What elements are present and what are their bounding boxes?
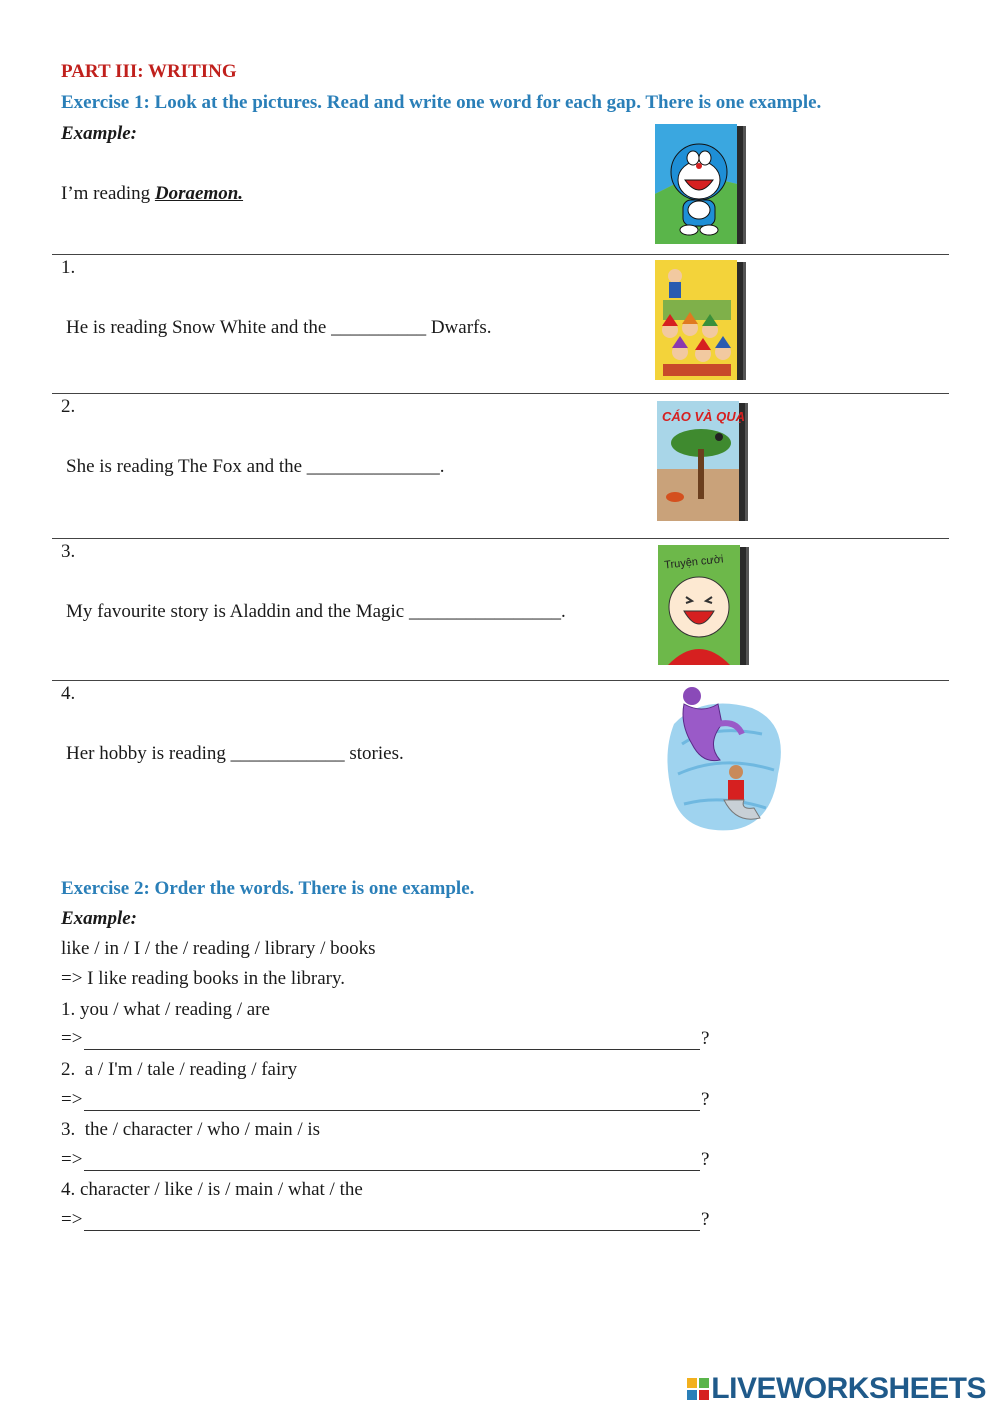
order-item-4-words: 4. character / like / is / main / what / the [61, 1179, 363, 1200]
order-item-1-words: 1. you / what / reading / are [61, 999, 270, 1020]
example-answer: Doraemon. [154, 183, 244, 204]
answer-arrow: => [61, 1089, 83, 1110]
divider [52, 254, 949, 255]
order-item-3-answer-line[interactable] [61, 1149, 711, 1173]
answer-blank [84, 1110, 700, 1111]
divider [52, 680, 949, 681]
question-mark: ? [701, 1089, 710, 1110]
item-2-number: 2. [61, 396, 76, 417]
doraemon-book-image [655, 124, 750, 246]
item-4-number: 4. [61, 683, 76, 704]
question-mark: ? [701, 1149, 710, 1170]
order-item-4-answer-line[interactable] [61, 1209, 711, 1233]
part-title: PART III: WRITING [61, 61, 237, 82]
fox-crow-cover-title: CÁO VÀ QUẠ [662, 409, 746, 424]
answer-blank [84, 1049, 700, 1050]
liveworksheets-logo-text: LIVEWORKSHEETS [711, 1372, 986, 1405]
question-mark: ? [701, 1209, 710, 1230]
exercise-2-example-words: like / in / I / the / reading / library / books [61, 938, 376, 959]
snow-white-book-image [655, 260, 750, 382]
item-2-sentence: She is reading The Fox and the ______________. [66, 456, 445, 477]
answer-blank [84, 1230, 700, 1231]
fox-and-crow-book-image [657, 401, 752, 523]
exercise-2-title: Exercise 2: Order the words. There is one example. [61, 878, 475, 899]
exercise-2-example-label: Example: [61, 908, 137, 929]
liveworksheets-logo[interactable] [687, 1372, 986, 1406]
answer-arrow: => [61, 1209, 83, 1230]
question-mark: ? [701, 1028, 710, 1049]
exercise-2-example-answer: => I like reading books in the library. [61, 968, 346, 989]
order-item-1-answer-line[interactable] [61, 1028, 711, 1052]
exercise-1-example-label: Example: [61, 123, 137, 144]
answer-arrow: => [61, 1028, 83, 1049]
answer-arrow: => [61, 1149, 83, 1170]
exercise-1-title: Exercise 1: Look at the pictures. Read and write one word for each gap. There is one example. [61, 92, 822, 113]
joke-cover-title: Truyện cười [663, 553, 724, 572]
order-item-2-words: 2. a / I'm / tale / reading / fairy [61, 1059, 298, 1080]
joke-story-book-image [658, 545, 753, 667]
item-1-sentence: He is reading Snow White and the __________ Dwarfs. [66, 317, 492, 338]
divider [52, 393, 949, 394]
item-4-sentence: Her hobby is reading ____________ stories. [66, 743, 404, 764]
divider [52, 538, 949, 539]
aladdin-genie-image [662, 684, 792, 836]
example-prefix: I’m reading [61, 183, 155, 204]
order-item-3-words: 3. the / character / who / main / is [61, 1119, 321, 1140]
item-3-number: 3. [61, 541, 76, 562]
order-item-2-answer-line[interactable] [61, 1089, 711, 1113]
item-1-number: 1. [61, 257, 76, 278]
item-3-sentence: My favourite story is Aladdin and the Magic ________________. [66, 601, 566, 622]
liveworksheets-logo-icon [687, 1378, 709, 1400]
exercise-1-example-sentence [61, 183, 243, 205]
answer-blank [84, 1170, 700, 1171]
